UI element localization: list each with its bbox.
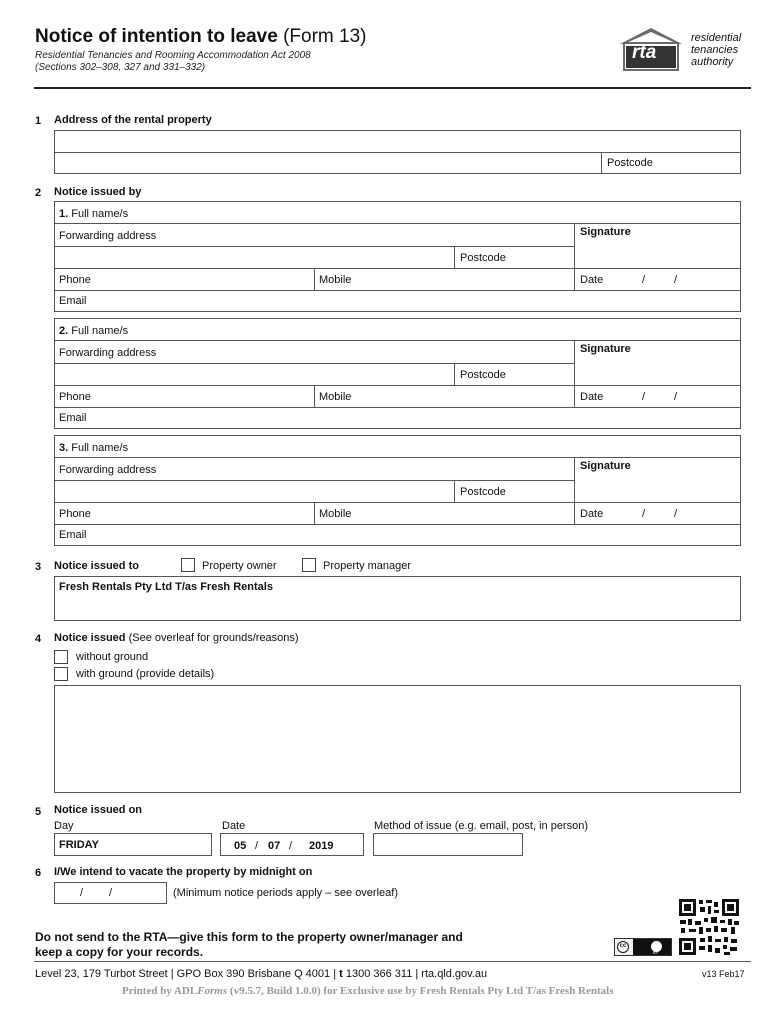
logo-mark: rta [632, 42, 657, 63]
form-version: v13 Feb17 [702, 969, 745, 979]
section-4-number: 4 [35, 633, 42, 645]
tenant-3-name-label: 3. Full name/s [59, 442, 129, 454]
tenant-1-phone-label: Phone [59, 274, 91, 286]
date-label: Date [222, 820, 246, 832]
tenant-2-forwarding-label: Forwarding address [59, 347, 157, 359]
day-field[interactable] [54, 833, 212, 856]
tenant-1-name-label: 1. Full name/s [59, 208, 129, 220]
address-field[interactable] [54, 130, 741, 174]
tenant-1-postcode-label: Postcode [460, 252, 506, 264]
section-2-label: Notice issued by [54, 186, 142, 198]
without-ground-checkbox[interactable] [54, 650, 68, 664]
rta-logo [616, 26, 756, 76]
tenant-2-mobile-label: Mobile [319, 391, 352, 403]
printed-by-note: Printed by ADLForms (v9.5.7, Build 1.0.0) for Exclusive use by Fresh Rentals Pty Ltd T/as Fresh Rentals [122, 985, 614, 997]
section-1-label: Address of the rental property [54, 114, 212, 126]
logo-text: residential tenancies authority [691, 32, 742, 68]
tenant-1-block[interactable]: 1. Full name/s Forwarding address Signature Postcode Phone Mobile Date / / Email [54, 201, 741, 312]
issued-to-field[interactable] [54, 576, 741, 621]
day-label: Day [54, 820, 74, 832]
tenant-2-postcode-label: Postcode [460, 369, 506, 381]
property-manager-checkbox[interactable] [302, 558, 316, 572]
tenant-1-signature-label: Signature [580, 226, 631, 238]
section-6-label: I/We intend to vacate the property by midnight on [54, 866, 313, 878]
tenant-2-date-label: Date [580, 391, 604, 403]
issued-to-value: Fresh Rentals Pty Ltd T/as Fresh Rentals [59, 581, 273, 593]
tenant-1-forwarding-label: Forwarding address [59, 230, 157, 242]
tenant-1-date-label: Date [580, 274, 604, 286]
grounds-details-field[interactable] [54, 685, 741, 793]
section-3-label: Notice issued to [54, 560, 139, 572]
sections-ref: (Sections 302–308, 327 and 331–332) [35, 62, 206, 73]
notice-periods-note: (Minimum notice periods apply – see overleaf) [173, 887, 398, 899]
section-2-number: 2 [35, 187, 42, 199]
cc-by-license-icon: cc BY [614, 938, 672, 956]
act-name: Residential Tenancies and Rooming Accommodation Act 2008 [35, 50, 311, 61]
method-label: Method of issue (e.g. email, post, in person) [374, 820, 588, 832]
section-4-label: Notice issued (See overleaf for grounds/reasons) [54, 632, 299, 644]
method-field[interactable] [373, 833, 523, 856]
do-not-send-warning: Do not send to the RTA—give this form to the property owner/manager and keep a copy for your records. [35, 930, 463, 959]
section-1-number: 1 [35, 115, 42, 127]
day-value: FRIDAY [59, 839, 99, 851]
tenant-3-email-label: Email [59, 529, 87, 541]
date-field[interactable]: 05 / 07 / 2019 [220, 833, 364, 856]
qr-code-icon [678, 898, 740, 956]
vacate-date-field[interactable]: / / [54, 882, 167, 904]
tenant-3-mobile-label: Mobile [319, 508, 352, 520]
footer-address: Level 23, 179 Turbot Street | GPO Box 390 Brisbane Q 4001 | t 1300 366 311 | rta.qld.gov.au [35, 968, 488, 980]
tenant-2-signature-label: Signature [580, 343, 631, 355]
tenant-2-block[interactable]: 2. Full name/s Forwarding address Signature Postcode Phone Mobile Date / / Email [54, 318, 741, 429]
tenant-3-phone-label: Phone [59, 508, 91, 520]
with-ground-label: with ground (provide details) [76, 668, 215, 680]
without-ground-label: without ground [76, 651, 149, 663]
with-ground-checkbox[interactable] [54, 667, 68, 681]
tenant-3-forwarding-label: Forwarding address [59, 464, 157, 476]
tenant-1-email-label: Email [59, 295, 87, 307]
tenant-3-date-label: Date [580, 508, 604, 520]
tenant-2-name-label: 2. Full name/s [59, 325, 129, 337]
section-5-number: 5 [35, 806, 42, 818]
tenant-2-email-label: Email [59, 412, 87, 424]
footer-rule [34, 961, 751, 962]
form-title: Notice of intention to leave (Form 13) [35, 26, 367, 47]
property-manager-label: Property manager [323, 560, 412, 572]
property-owner-label: Property owner [202, 560, 277, 572]
postcode-label: Postcode [607, 157, 653, 169]
section-6-number: 6 [35, 867, 42, 879]
section-5-label: Notice issued on [54, 804, 143, 816]
tenant-2-phone-label: Phone [59, 391, 91, 403]
tenant-3-signature-label: Signature [580, 460, 631, 472]
tenant-3-block[interactable]: 3. Full name/s Forwarding address Signature Postcode Phone Mobile Date / / Email [54, 435, 741, 546]
header-rule [34, 87, 751, 89]
property-owner-checkbox[interactable] [181, 558, 195, 572]
section-3-number: 3 [35, 561, 42, 573]
tenant-1-mobile-label: Mobile [319, 274, 352, 286]
tenant-3-postcode-label: Postcode [460, 486, 506, 498]
